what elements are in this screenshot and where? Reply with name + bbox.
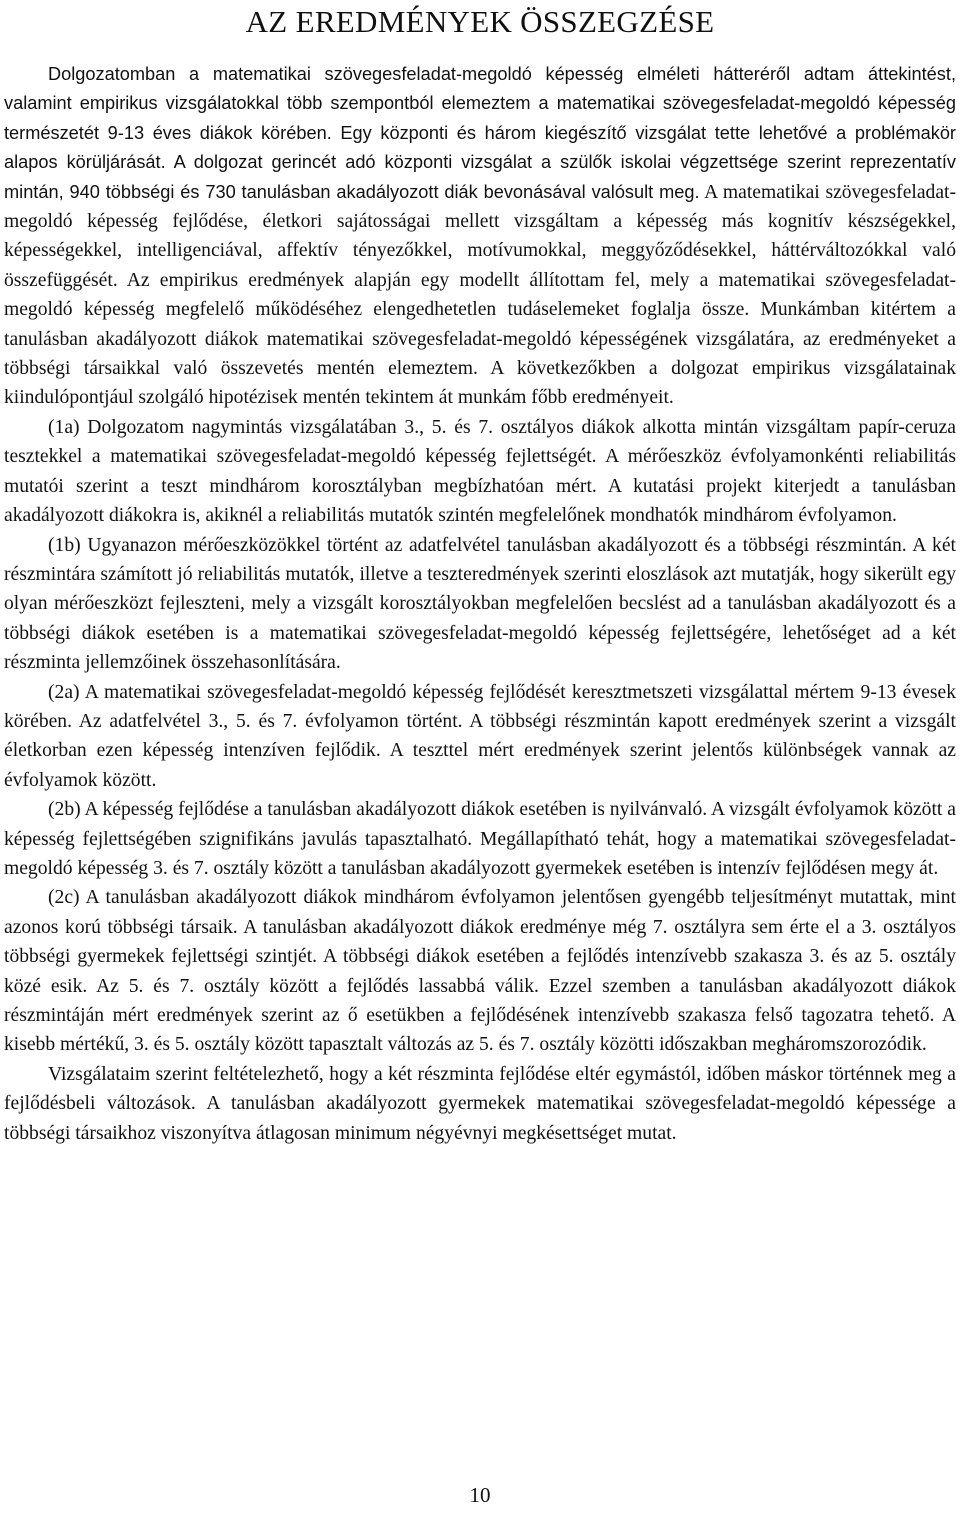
page-title: AZ EREDMÉNYEK ÖSSZEGZÉSE — [245, 4, 715, 39]
body-text — [4, 60, 956, 1148]
paragraph-2c: (2c) A tanulásban akadályozott diákok mindhárom évfolyamon jelentősen gyengébb teljesítményt mutattak, mint azonos korú többségi társaik. A tanulásban akadályozott diákok eredménye még 7. osztályra sem érte el a 3. osztályos többségi gyermekek fejlettségi szintjét. A többségi diákok esetében a fejlődés intenzívebb szakasza 3. és az 5. osztály közé esik. Az 5. és 7. osztály között a fejlődés lassabbá válik. Ezzel szemben a tanulásban akadályozott diákok részmintáján mért eredmények szerint az ő esetükben a fejlődésének intenzívebb szakasza felső tagozatra tehető. A kisebb mértékű, 3. és 5. osztály között tapasztalt változás az 5. és 7. osztály közötti időszakban megháromszorozódik. — [4, 887, 956, 1056]
paragraph-1a: (1a) Dolgozatom nagymintás vizsgálatában 3., 5. és 7. osztályos diákok alkotta mintán vizsgáltam papír-ceruza tesztekkel a matematikai szövegesfeladat-megoldó képesség fejlettségét. A mérőeszköz évfolyamonkénti reliabilitás mutatói szerint a teszt mindhárom korosztályban megbízhatóan mért. A kutatási projekt kiterjedt a tanulásban akadályozott diákokra is, akiknél a reliabilitás mutatók szintén megfelelőnek mondhatók mindhárom évfolyamon. — [4, 416, 956, 527]
paragraph-2a: (2a) A matematikai szövegesfeladat-megoldó képesség fejlődését keresztmetszeti vizsgálattal mértem 9-13 évesek körében. Az adatfelvétel 3., 5. és 7. évfolyamon történt. A többségi részmintán kapott eredmények szerint a vizsgált életkorban ezen képesség intenzíven fejlődik. A teszttel mért eredmények szerint jelentős különbségek vannak az évfolyamok között. — [4, 681, 956, 791]
paragraph-intro-sans: Dolgozatomban a matematikai szövegesfeladat-megoldó képesség elméleti hátteréről adtam áttekintést, valamint empirikus vizsgálatokkal több szempontból elemeztem a matematikai szövegesfeladat-megoldó képesség természetét 9-13 éves diákok körében. Egy központi és három kiegészítő vizsgálat tette lehetővé a problémakör alapos körüljárását. A dolgozat gerincét adó központi vizsgálat a szülők iskolai végzettsége szerint reprezentatív mintán, 940 többségi és 730 tanulásban akadályozott diák bevonásával valósult meg. — [4, 64, 956, 202]
paragraph-intro — [4, 60, 956, 413]
page-number: 10 — [469, 1483, 491, 1507]
paragraph-2b: (2b) A képesség fejlődése a tanulásban akadályozott diákok esetében is nyilvánvaló. A vizsgált évfolyamok között a képesség fejlettségében szignifikáns javulás tapasztalható. Megállapítható tehát, hogy a matematikai szövegesfeladat-megoldó képesség 3. és 7. osztály között a tanulásban akadályozott gyermekek esetében is intenzív fejlődésen megy át. — [4, 799, 956, 879]
paragraph-conclusion: Vizsgálataim szerint feltételezhető, hogy a két részminta fejlődése eltér egymástól, időben máskor történnek meg a fejlődésbeli változások. A tanulásban akadályozott gyermekek matematikai szövegesfeladat-megoldó képessége a többségi társaikhoz viszonyítva átlagosan minimum négyévnyi megkésettséget mutat. — [4, 1063, 956, 1144]
paragraph-intro-serif: A matematikai szövegesfeladat-megoldó képesség fejlődése, életkori sajátosságai mellett vizsgáltam a képesség más kognitív készségekkel, képességekkel, intelligenciával, affektív tényezőkkel, motívumokkal, meggyőződésekkel, háttérváltozókkal való összefüggését. Az empirikus eredmények alapján egy modellt állítottam fel, mely a matematikai szövegesfeladat-megoldó képesség megfelelő működéséhez elengedhetetlen tudáselemeket foglalja össze. Munkámban kitértem a tanulásban akadályozott diákok matematikai szövegesfeladat-megoldó képességének vizsgálatára, az eredményeket a többségi társaikkal való összevetés mentén elemeztem. A következőkben a dolgozat empirikus vizsgálatainak kiindulópontjául szolgáló hipotézisek mentén tekintem át munkám főbb eredményeit. — [4, 181, 957, 409]
paragraph-1b: (1b) Ugyanazon mérőeszközökkel történt az adatfelvétel tanulásban akadályozott és a többségi részmintán. A két részmintára számított jó reliabilitás mutatók, illetve a teszteredmények szerinti eloszlások azt mutatják, hogy sikerült egy olyan mérőeszközt fejleszteni, mely a vizsgált korosztályokban megfelelően becslést ad a tanulásban akadályozott és a többségi diákok esetében is a matematikai szövegesfeladat-megoldó képesség fejlettségére, lehetőséget ad a két részminta jellemzőinek összehasonlítására. — [4, 534, 956, 674]
